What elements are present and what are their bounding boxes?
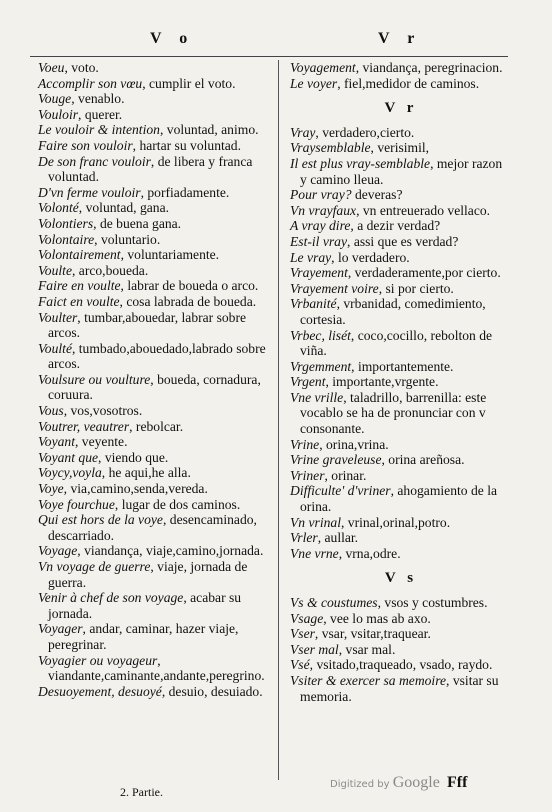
entry-headword: Vrler [290,530,318,546]
entry-gloss: , desuio, desuiado. [161,683,263,699]
dictionary-entry [290,140,512,156]
entry-gloss: , verdadero,cierto. [315,124,415,140]
dictionary-entry [38,465,278,481]
entry-headword: A vray dire [290,218,351,234]
entry-gloss: , voto. [64,60,99,75]
entry-headword: Vouloir [38,106,79,122]
entry-gloss: , viendo que. [98,449,169,465]
entry-headword: Vrbanité [290,296,337,312]
entry-headword: Vsage [290,610,324,626]
entry-headword: Vriner [290,467,325,483]
watermark-brand: Google [392,774,440,791]
dictionary-entry [38,653,278,684]
dictionary-entry [38,419,278,435]
entry-gloss: , si por cierto. [378,280,454,296]
entry-gloss: , he aqui,he alla. [101,465,191,481]
dictionary-entry [38,232,278,248]
running-head-left: V o [150,30,195,47]
entry-headword: Voulsure ou voulture [38,371,151,387]
entry-headword: Vrine [290,436,320,452]
dictionary-entry [290,642,512,658]
dictionary-entry [290,187,512,203]
entry-headword: Voulté [38,340,72,356]
entry-headword: Faire son vouloir [38,137,133,153]
entry-headword: Vrayement voire [290,280,379,296]
entry-gloss: , importantemente. [351,358,454,374]
entry-headword: Voeu [38,60,65,75]
entry-headword: Volonté [38,200,79,216]
dictionary-entry [38,138,278,154]
dictionary-entry [38,185,278,201]
entry-headword: Faire en voulte [38,278,121,294]
dictionary-entry [290,156,512,187]
entry-headword: Vrine graveleuse [290,452,382,468]
entry-gloss: , labrar de boueda o arco. [120,278,259,294]
dictionary-entry [38,278,278,294]
entry-gloss: , importante,vrgente. [325,374,439,390]
entry-gloss: , de libera y franca voluntad. [48,153,253,185]
entry-headword: Vser [290,626,315,642]
dictionary-entry [290,611,512,627]
dictionary-entry [290,546,512,562]
entry-headword: Desuoyement, desuoyé [38,683,162,699]
dictionary-entry [290,390,512,437]
entry-gloss: , vsar mal. [338,641,396,657]
dictionary-entry [290,60,512,76]
entry-gloss: , vrinal,orinal,potro. [340,514,451,530]
dictionary-entry [290,468,512,484]
dictionary-entry [290,328,512,359]
entry-headword: Faict en voulte [38,293,120,309]
entry-headword: Volontiers [38,215,94,231]
entry-gloss: , porfiadamente. [140,184,230,200]
entry-headword: Voyage [38,543,78,559]
entry-gloss: , cumplir el voto. [142,75,236,91]
dictionary-entry [290,250,512,266]
entry-gloss: , veyente. [75,434,128,450]
digitized-watermark [330,774,443,791]
entry-headword: Accomplir son vœu [38,75,143,91]
entry-headword: Pour vray? [290,187,352,203]
right-column [290,60,512,704]
dictionary-entry [38,450,278,466]
entry-gloss: , vrbanidad, comedimiento, cortesia. [300,296,486,327]
entry-headword: Le voyer [290,75,338,91]
entry-gloss: , voluntad, gana. [78,200,170,216]
dictionary-entry [290,359,512,375]
entry-gloss: , via,camino,senda,vereda. [63,481,208,497]
section-heading-vs: V s [384,570,418,587]
dictionary-entry [38,200,278,216]
dictionary-entry [38,497,278,513]
entry-headword: Vrgemment [290,358,352,374]
dictionary-entry [38,590,278,621]
dictionary-entry [38,154,278,185]
entry-headword: De son franc vouloir [38,153,151,169]
entry-headword: Vrbec, lisét [290,327,351,343]
entry-headword: Vraysemblable [290,140,371,156]
dictionary-entry [290,595,512,611]
dictionary-entry [38,341,278,372]
entry-gloss: , vos,vosotros. [63,403,143,419]
dictionary-entry [38,91,278,107]
dictionary-entry [290,657,512,673]
left-column [38,60,278,699]
section-heading-vr: V r [384,100,418,117]
entry-gloss: , hartar su voluntad. [132,137,242,153]
entry-gloss: , boueda, cornadura, coruura. [48,371,261,403]
entry-gloss: , aullar. [317,530,359,546]
dictionary-entry [290,626,512,642]
entry-headword: Voycy,voyla [38,465,102,481]
entry-headword: Qui est hors de la voye [38,512,163,528]
dictionary-entry [38,512,278,543]
entry-gloss: , a dezir verdad? [350,218,441,234]
dictionary-entry [290,437,512,453]
entry-headword: Est-il vray [290,233,348,249]
dictionary-entry [290,296,512,327]
dictionary-entry [38,60,278,76]
dictionary-entry [38,372,278,403]
entry-gloss: , tumbar,abouedar, labrar sobre arcos. [48,309,247,341]
entry-headword: Vn voyage de guerre [38,559,151,574]
right-column-vr-entries [290,125,512,562]
entry-gloss: , vsos y costumbres. [377,595,488,610]
dictionary-entry [290,281,512,297]
dictionary-entry [38,481,278,497]
entry-gloss: , andar, caminar, hazer viaje, peregrinar. [48,621,239,652]
entry-gloss: , voluntariamente. [120,247,220,263]
entry-gloss: , vsitado,traqueado, vsado, raydo. [309,657,493,673]
column-divider [278,60,279,780]
entry-gloss: , viaje, jornada de guerra. [48,559,248,590]
entry-headword: Voyant [38,434,75,450]
entry-headword: Vser mal [290,641,339,657]
dictionary-entry [290,530,512,546]
entry-gloss: , de buena gana. [93,215,182,231]
entry-headword: Volontairement [38,247,121,263]
entry-headword: Voyager [38,621,83,637]
dictionary-entry [38,216,278,232]
gathering-signature: Fff [446,774,468,791]
footer-signature-line [330,774,467,792]
entry-gloss: , orina areñosa. [381,452,465,468]
entry-gloss: , assi que es verdad? [347,233,459,249]
dictionary-entry [38,559,278,590]
dictionary-entry [38,76,278,92]
dictionary-entry [38,621,278,652]
dictionary-entry [290,234,512,250]
entry-headword: Vray [290,124,316,140]
entry-gloss: deveras? [351,187,403,203]
entry-gloss: , mejor razon y camino lleua. [300,155,503,187]
entry-gloss: , ahogamiento de la orina. [300,483,498,515]
entry-gloss: , acabar su jornada. [48,590,242,621]
dictionary-entry [38,684,278,700]
entry-headword: Vrayement [290,265,348,281]
entry-headword: Vous [38,403,64,419]
dictionary-entry [290,218,512,234]
entry-headword: Voutrer, veautrer [38,418,130,434]
entry-headword: Voyagier ou voyageur [38,652,158,668]
right-column-vs-entries [290,595,512,704]
entry-gloss: , coco,cocillo, rebolton de viña. [300,327,493,359]
dictionary-entry [290,125,512,141]
entry-headword: Voyagement [290,60,356,75]
dictionary-entry [290,483,512,514]
entry-gloss: , voluntario. [94,231,161,247]
entry-headword: Vs & coustumes [290,595,378,610]
entry-headword: Voulter [38,309,78,325]
entry-gloss: , voluntad, animo. [159,122,259,138]
entry-gloss: , vn entreuerado vellaco. [356,202,491,218]
dictionary-entry [38,310,278,341]
entry-gloss: , arco,boueda. [71,262,149,278]
right-column-continuation [290,60,512,91]
dictionary-entry [290,265,512,281]
dictionary-entry [38,263,278,279]
entry-headword: Voyant que [38,449,99,465]
entry-headword: Difficulte' d'vriner [290,483,391,499]
entry-headword: Le vouloir & intention [38,122,160,138]
entry-headword: Vne vrille [290,389,344,405]
entry-gloss: , vee lo mas ab axo. [323,610,431,626]
dictionary-entry [290,203,512,219]
entry-gloss: , viandança, viaje,camino,jornada. [77,543,264,559]
entry-headword: Voye [38,481,64,497]
entry-headword: Le vray [290,249,332,265]
entry-headword: Venir à chef de son voyage [38,590,184,606]
entry-gloss: , vrna,odre. [338,545,401,561]
entry-gloss: , querer. [78,106,123,122]
entry-gloss: , cosa labrada de boueda. [119,293,257,309]
entry-gloss: , verdaderamente,por cierto. [347,265,501,281]
entry-headword: D'vn ferme vouloir [38,184,141,200]
entry-headword: Vouge [38,91,72,107]
entry-gloss: , rebolcar. [129,418,184,434]
entry-gloss: , lugar de dos caminos. [114,496,241,512]
entry-gloss: , vsitar su memoria. [300,672,499,704]
dictionary-entry [38,107,278,123]
dictionary-entry [38,122,278,138]
entry-gloss: , viandante,caminante,andante,peregrino. [48,652,265,684]
dictionary-entry [290,76,512,92]
dictionary-entry [290,515,512,531]
entry-headword: Vrgent [290,374,326,390]
watermark-prefix: Digitized by [330,779,390,790]
dictionary-entry [38,543,278,559]
entry-gloss: , vsar, vsitar,traquear. [314,626,431,642]
running-head-right: V r [378,30,422,47]
entry-gloss: , tumbado,abouedado,labrado sobre arcos. [48,340,266,372]
entry-headword: Vn vrinal [290,514,341,530]
entry-gloss: , verisimil, [370,140,430,156]
entry-gloss: , taladrillo, barrenilla: este vocablo se ha de pronunciar con v consonante. [300,389,487,437]
entry-gloss: , fiel,medidor de caminos. [337,75,480,91]
header-rule [30,56,508,57]
entry-gloss: , venablo. [71,91,125,107]
entry-gloss: , orinar. [324,467,367,483]
entry-gloss: , desencaminado, descarriado. [48,512,257,543]
entry-headword: Voye fourchue [38,496,115,512]
dictionary-entry [290,452,512,468]
footer-part-label: 2. Partie. [120,785,163,799]
dictionary-entry [38,434,278,450]
dictionary-entry [38,247,278,263]
entry-headword: Vn vrayfaux [290,202,357,218]
entry-headword: Voulte [38,262,72,278]
entry-gloss: , lo verdadero. [331,249,410,265]
entry-headword: Volontaire [38,231,95,247]
entry-gloss: , viandança, peregrinacion. [355,60,503,75]
entry-headword: Vsé [290,657,310,673]
entry-headword: Vne vrne [290,545,339,561]
entry-gloss: , orina,vrina. [319,436,389,452]
entry-headword: Vsiter & exercer sa memoire [290,672,447,688]
dictionary-entry [290,673,512,704]
dictionary-entry [38,403,278,419]
dictionary-entry [38,294,278,310]
entry-headword: Il est plus vray-semblable [290,155,431,171]
dictionary-entry [290,374,512,390]
